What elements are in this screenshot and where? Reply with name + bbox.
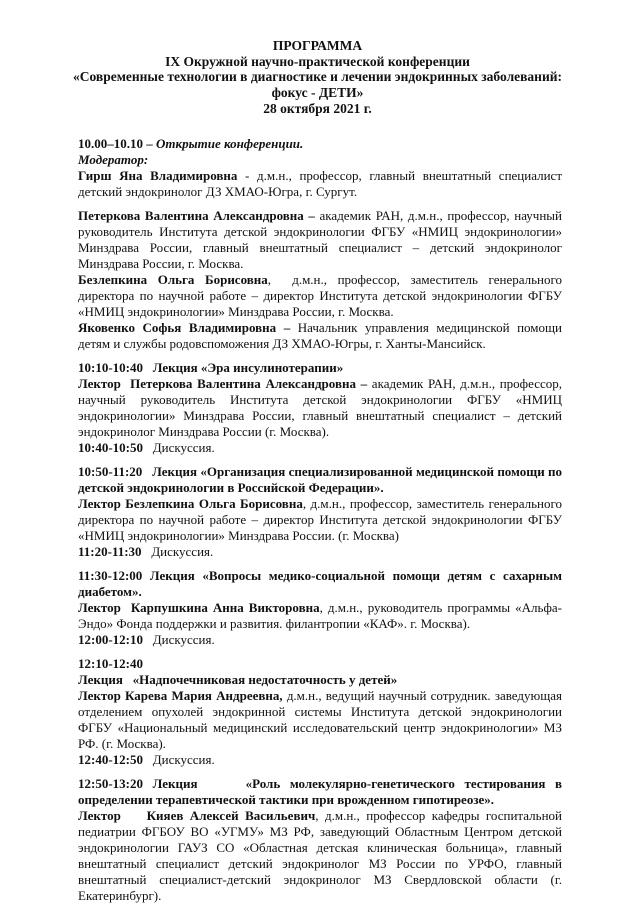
paragraph xyxy=(78,464,562,496)
text-run: 10:10-10:40 Лекция «Эра инсулинотерапии» xyxy=(78,359,344,375)
paragraph xyxy=(78,272,562,320)
text-run: , д.м.н., профессор кафедры госпитальной педиатрии ФГБОУ ВО «УГМУ» МЗ РФ, заведующий Областным Центром детской эндокринологии ГАУЗ СО «Областная детская клиническая больница», главный внештатный специалист детский эндокринолог МЗ России по УРФО, главный внештатный специалист-детский эндокринолог МЗ Свердловской области (г. Екатеринбург). xyxy=(78,807,562,903)
text-run: Яковенко Софья Владимировна – xyxy=(78,319,291,335)
text-run: 10.00–10.10 – xyxy=(78,135,156,151)
program-group xyxy=(78,360,562,456)
text-run: 12:50-13:20 Лекция «Роль молекулярно-генетического тестирования в определении терапевтической тактики при врожденном гипотиреозе». xyxy=(78,775,562,807)
program-body xyxy=(78,136,562,904)
text-run: 11:30-12:00 Лекция «Вопросы медико-социальной помощи детям с сахарным диабетом». xyxy=(78,567,562,599)
program-group xyxy=(78,568,562,648)
paragraph xyxy=(78,136,562,152)
paragraph xyxy=(78,544,562,560)
program-group xyxy=(78,136,562,200)
paragraph xyxy=(78,632,562,648)
text-run: , д.м.н., руководитель программы «Альфа-Эндо» Фонда поддержки и развития. филантропии «КАФ». г. Москва). xyxy=(78,599,562,631)
text-run: Безлепкина Ольга Борисовна xyxy=(78,271,268,287)
paragraph xyxy=(78,440,562,456)
title-block xyxy=(0,0,635,117)
program-group xyxy=(78,464,562,560)
text-run: Лектор Безлепкина Ольга Борисовна xyxy=(78,495,303,511)
text-run: 12:40-12:50 xyxy=(78,751,143,767)
paragraph xyxy=(78,152,562,168)
text-run: 12:10-12:40 xyxy=(78,655,143,671)
text-run: 10:40-10:50 xyxy=(78,439,143,455)
paragraph xyxy=(78,808,562,904)
text-run: 11:20-11:30 xyxy=(78,543,142,559)
text-run: Лектор Петеркова Валентина Александровна – xyxy=(78,375,368,391)
paragraph xyxy=(78,672,562,688)
text-run: Лектор Кияев Алексей Васильевич xyxy=(78,807,316,823)
text-run: Лектор Карпушкина Анна Викторовна xyxy=(78,599,320,615)
doc-subtitle-theme: «Современные технологии в диагностике и лечении эндокринных заболеваний: xyxy=(72,69,563,85)
text-run: Дискуссия. xyxy=(143,631,215,647)
text-run: Модератор: xyxy=(78,151,149,167)
doc-subtitle-conference: IX Окружной научно-практической конференции xyxy=(165,53,470,69)
text-run: 10:50-11:20 Лекция «Организация специализированной медицинской помощи по детской эндокринологии в Российской Федерации». xyxy=(78,463,562,495)
paragraph xyxy=(78,776,562,808)
text-run: Дискуссия. xyxy=(143,439,215,455)
paragraph xyxy=(78,656,562,672)
paragraph xyxy=(78,496,562,544)
paragraph xyxy=(78,752,562,768)
paragraph xyxy=(78,376,562,440)
paragraph xyxy=(78,320,562,352)
text-run: , д.м.н., профессор, заместитель генерального директора по научной работе – директор Института детской эндокринологии ФГБУ «НМИЦ эндокринологии» Минздрава России. (г. Москва) xyxy=(78,495,562,543)
text-run: , д.м.н., профессор, заместитель генерального директора по научной работе – директор Института детской эндокринологии ФГБУ «НМИЦ эндокринологии» Минздрава России, г. Москва. xyxy=(78,271,562,319)
paragraph xyxy=(78,360,562,376)
text-run: 12:00-12:10 xyxy=(78,631,143,647)
text-run: Петеркова Валентина Александровна – xyxy=(78,207,315,223)
text-run: Дискуссия. xyxy=(143,751,215,767)
paragraph xyxy=(78,568,562,600)
text-run: Лекция «Надпочечниковая недостаточность у детей» xyxy=(78,671,398,687)
doc-title: ПРОГРАММА xyxy=(272,38,363,53)
doc-subtitle-focus: фокус - ДЕТИ» xyxy=(271,85,364,101)
text-run: академик РАН, д.м.н., профессор, научный руководитель Института детской эндокринологии ФГБУ «НМИЦ эндокринологии» Минздрава России, главный внештатный специалист – детский эндокринолог Минздрава России, г. Москва. xyxy=(78,207,562,271)
paragraph xyxy=(78,168,562,200)
doc-date: 28 октября 2021 г. xyxy=(263,100,372,116)
program-group xyxy=(78,656,562,768)
text-run: Открытие конференции. xyxy=(156,135,304,151)
program-group xyxy=(78,776,562,904)
text-run: - д.м.н., профессор, главный внештатный специалист детский эндокринолог ДЗ ХМАО-Югра, г. Сургут. xyxy=(78,167,562,199)
text-run: академик РАН, д.м.н., профессор, научный руководитель Института детской эндокринологии ФГБУ «НМИЦ эндокринологии» Минздрава России, главный внештатный специалист – детский эндокринолог Минздрава России (г. Москва). xyxy=(78,375,562,439)
program-group xyxy=(78,208,562,352)
paragraph xyxy=(78,600,562,632)
text-run: Дискуссия. xyxy=(141,543,214,559)
text-run: Гирш Яна Владимировна xyxy=(78,167,238,183)
paragraph xyxy=(78,688,562,752)
text-run: д.м.н., ведущий научный сотрудник. заведующая отделением опухолей эндокринной системы Института детской эндокринологии ФГБУ «Национальный медицинский исследовательский центр эндокринологии» МЗ РФ. (г. Москва). xyxy=(78,687,562,751)
paragraph xyxy=(78,208,562,272)
text-run: Начальник управления медицинской помощи детям и службы родовспоможения ДЗ ХМАО-Югры, г. Ханты-Мансийск. xyxy=(78,319,562,351)
text-run: Лектор Карева Мария Андреевна, xyxy=(78,687,283,703)
